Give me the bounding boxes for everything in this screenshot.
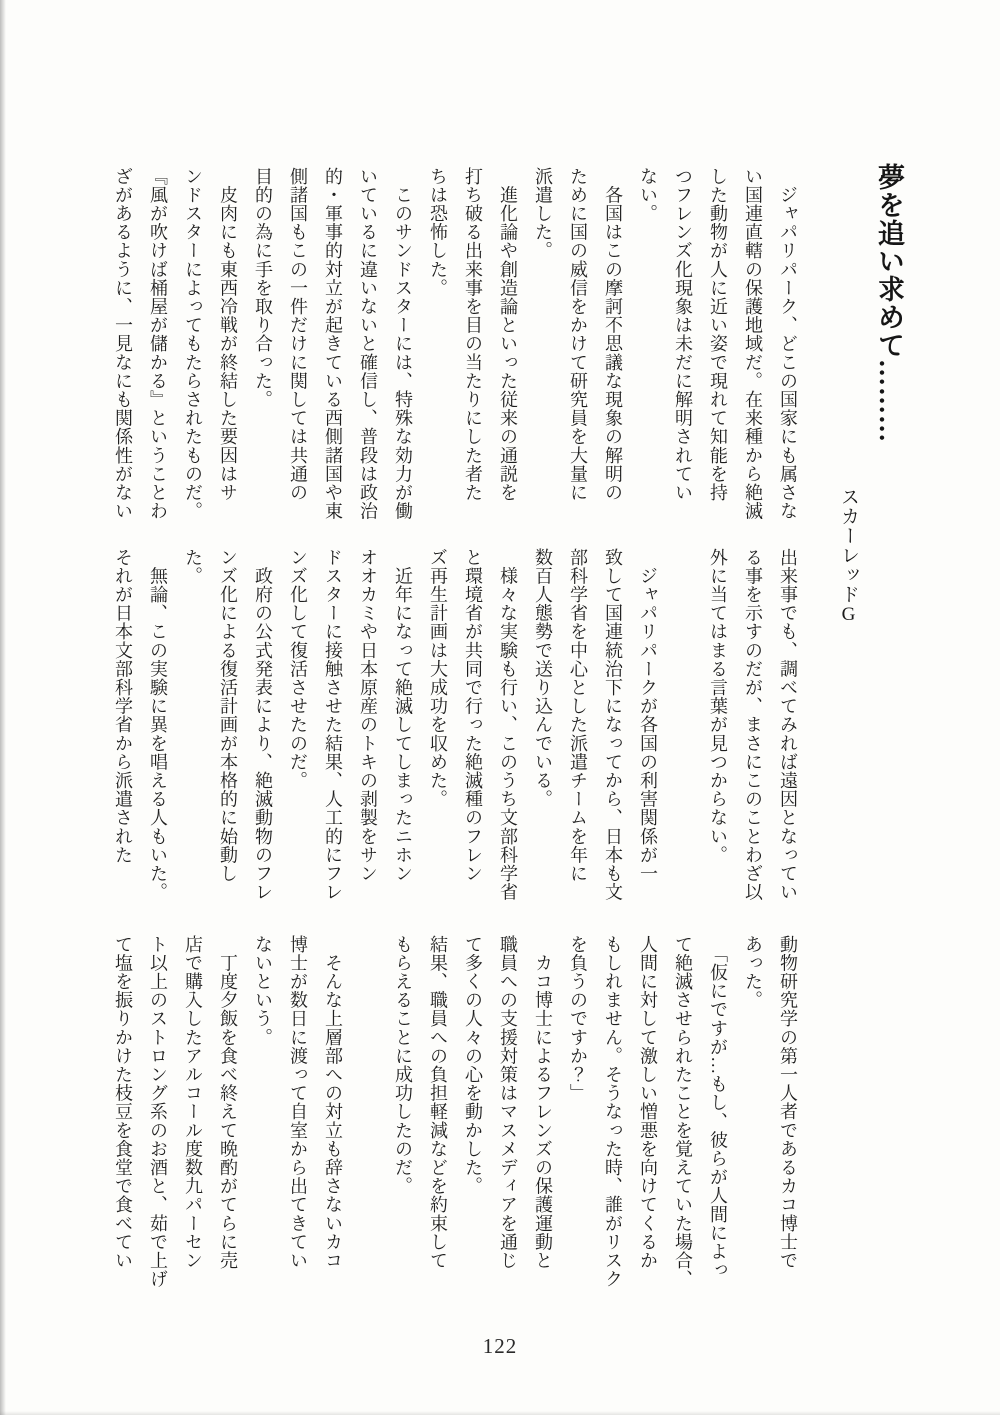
text-column-line: 「仮にですが…もし、彼らが人間によっ bbox=[708, 935, 728, 1280]
text-column-line: 店で購入したアルコール度数九パーセン bbox=[183, 935, 203, 1270]
text-column-line: 打ち破る出来事を目の当たりにした者た bbox=[463, 167, 483, 502]
text-column-line: このサンドスターには、特殊な効力が働 bbox=[393, 167, 413, 521]
text-column-line: ジャパリパーク、どこの国家にも属さな bbox=[778, 167, 798, 521]
text-column-line: カコ博士によるフレンズの保護運動と bbox=[533, 935, 553, 1270]
text-column-line: て多くの人々の心を動かした。 bbox=[463, 935, 483, 1196]
text-column-line: 博士が数日に渡って自室から出てきてい bbox=[288, 935, 308, 1270]
author-name-latin: G bbox=[838, 604, 859, 626]
text-column-line: 進化論や創造論といった従来の通説を bbox=[498, 167, 518, 502]
text-column-line: た。 bbox=[183, 548, 203, 586]
text-column-line: 皮肉にも東西冷戦が終結した要因はサ bbox=[218, 167, 238, 502]
text-column-line: あった。 bbox=[743, 935, 763, 1010]
text-column-line: と環境省が共同で行った絶滅種のフレン bbox=[463, 548, 483, 883]
scan-edge-shadow-left bbox=[0, 0, 6, 1415]
text-column-line: それが日本文部科学省から派遣された bbox=[113, 548, 133, 865]
text-column-line: ちは恐怖した。 bbox=[428, 167, 448, 298]
article-author bbox=[830, 163, 866, 626]
text-column-line: 数百人態勢で送り込んでいる。 bbox=[533, 548, 553, 809]
text-column-line: ンドスターによってもたらされたものだ。 bbox=[183, 167, 203, 521]
text-column-line: 『風が吹けば桶屋が儲かる』ということわ bbox=[148, 167, 168, 521]
text-column-line: を負うのですか？」 bbox=[568, 935, 588, 1103]
text-column-line: ないという。 bbox=[253, 935, 273, 1047]
text-column-line: もらえることに成功したのだ。 bbox=[393, 935, 413, 1196]
text-column-line: 的・軍事的対立が起きている西側諸国や東 bbox=[323, 167, 343, 521]
text-column-line: ジャパリパークが各国の利害関係が一 bbox=[638, 548, 658, 883]
text-column-line: 政府の公式発表により、絶滅動物のフレ bbox=[253, 548, 273, 902]
scan-edge-shadow-bottom bbox=[0, 1411, 1000, 1415]
text-column-line: て絶滅させられたことを覚えていた場合、 bbox=[673, 935, 693, 1289]
text-column-line: ために国の威信をかけて研究員を大量に bbox=[568, 167, 588, 502]
text-column-line bbox=[665, 548, 700, 943]
text-column-line: そんな上層部への対立も辞さないカコ bbox=[323, 935, 343, 1270]
text-band-middle bbox=[105, 548, 805, 943]
text-column-line: 側諸国もこの一件だけに関しては共通の bbox=[288, 167, 308, 502]
text-column-line: い国連直轄の保護地域だ。在来種から絶滅 bbox=[743, 167, 763, 521]
text-column-line: もしれません。そうなった時、誰がリスク bbox=[603, 935, 623, 1289]
text-band-bottom bbox=[105, 935, 805, 1330]
text-column-line: 派遣した。 bbox=[533, 167, 553, 260]
text-band-top bbox=[105, 167, 805, 562]
text-column-line: 結果、職員への負担軽減などを約束して bbox=[428, 935, 448, 1270]
text-column-line: ない。 bbox=[638, 167, 658, 223]
text-column-line: て塩を振りかけた枝豆を食堂で食べてい bbox=[113, 935, 133, 1270]
text-column-line: 動物研究学の第一人者であるカコ博士で bbox=[778, 935, 798, 1270]
text-column-line: 出来事でも、調べてみれば遠因となってい bbox=[778, 548, 798, 902]
text-column-line: 無論、この実験に異を唱える人もいた。 bbox=[148, 548, 168, 902]
text-column-line: した動物が人に近い姿で現れて知能を持 bbox=[708, 167, 728, 502]
text-column-line: 部科学省を中心とした派遣チームを年に bbox=[568, 548, 588, 883]
article-title: 夢を追い求めて……… bbox=[874, 163, 904, 443]
text-column-line: ンズ化して復活させたのだ。 bbox=[288, 548, 308, 790]
text-column-line: 致して国連統治下になってから、日本も文 bbox=[603, 548, 623, 902]
text-column-line: 職員への支援対策はマスメディアを通じ bbox=[498, 935, 518, 1270]
text-column-line: 様々な実験も行い、このうち文部科学省 bbox=[498, 548, 518, 902]
text-column-line: ざがあるように、一見なにも関係性がない bbox=[113, 167, 133, 521]
text-column-line: 人間に対して激しい憎悪を向けてくるか bbox=[638, 935, 658, 1270]
text-column-line: ズ再生計画は大成功を収めた。 bbox=[428, 548, 448, 809]
text-column-line: オオカミや日本原産のトキの剥製をサン bbox=[358, 548, 378, 883]
text-column-line: 各国はこの摩訶不思議な現象の解明の bbox=[603, 167, 623, 502]
text-column-line: 外に当てはまる言葉が見つからない。 bbox=[708, 548, 728, 865]
text-column-line: ドスターに接触させた結果、人工的にフレ bbox=[323, 548, 343, 902]
text-column-line bbox=[350, 935, 385, 1330]
title-block bbox=[830, 163, 912, 626]
text-column-line: ンズ化による復活計画が本格的に始動し bbox=[218, 548, 238, 883]
text-column-line: ト以上のストロング系のお酒と、茹で上げ bbox=[148, 935, 168, 1289]
text-column-line: 近年になって絶滅してしまったニホン bbox=[393, 548, 413, 883]
text-column-line: る事を示すのだが、まさにこのことわざ以 bbox=[743, 548, 763, 902]
text-column-line: いているに違いないと確信し、普段は政治 bbox=[358, 167, 378, 521]
page-number: 122 bbox=[482, 1334, 518, 1358]
text-column-line: 目的の為に手を取り合った。 bbox=[253, 167, 273, 409]
text-column-line: 丁度夕飯を食べ終えて晩酌がてらに売 bbox=[218, 935, 238, 1270]
text-column-line: つフレンズ化現象は未だに解明されてい bbox=[673, 167, 693, 502]
author-name-kana: スカーレッド bbox=[838, 487, 859, 604]
